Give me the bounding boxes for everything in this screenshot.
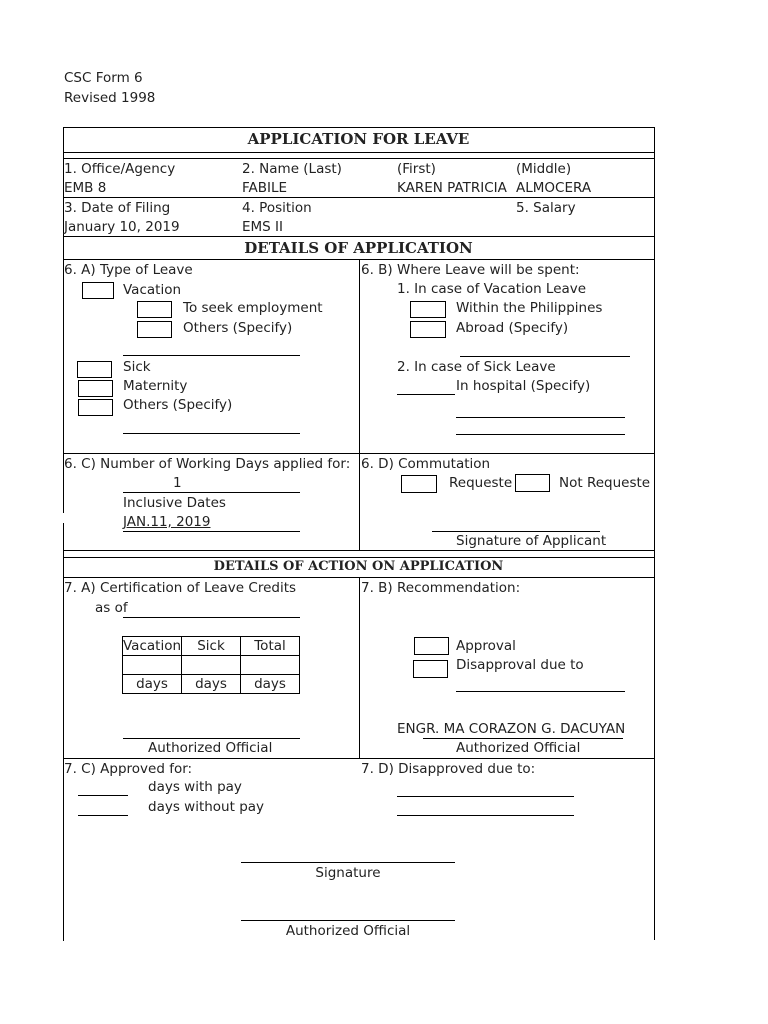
frame-top bbox=[63, 127, 654, 128]
divider bbox=[63, 453, 654, 454]
abroad-label: Abroad (Specify) bbox=[456, 320, 569, 336]
action-title: DETAILS OF ACTION ON APPLICATION bbox=[213, 559, 504, 574]
credits-vacation-cell[interactable] bbox=[122, 655, 182, 675]
credits-header-vacation: Vacation bbox=[123, 638, 182, 654]
disapproved-label: 7. D) Disapproved due to: bbox=[361, 761, 536, 777]
approval-label: Approval bbox=[456, 638, 516, 654]
credits-header-sick: Sick bbox=[181, 636, 241, 656]
certification-label: 7. A) Certification of Leave Credits bbox=[64, 580, 297, 596]
details-title: DETAILS OF APPLICATION bbox=[244, 239, 473, 257]
office-label: 1. Office/Agency bbox=[64, 161, 176, 177]
not-requested-label: Not Requeste bbox=[559, 475, 651, 491]
days-with-pay-label: days with pay bbox=[148, 779, 242, 795]
divider bbox=[63, 550, 654, 551]
vacation-checkbox[interactable] bbox=[82, 282, 114, 299]
requested-label: Requeste bbox=[449, 475, 513, 491]
position-value[interactable]: EMS II bbox=[242, 219, 284, 235]
form-code: CSC Form 6 bbox=[64, 70, 143, 86]
recommendation-official-label: Authorized Official bbox=[456, 740, 581, 756]
name-last-value[interactable]: FABILE bbox=[242, 180, 288, 196]
working-days-value[interactable]: 1 bbox=[173, 475, 182, 491]
date-filing-label: 3. Date of Filing bbox=[64, 200, 171, 216]
as-of-line[interactable] bbox=[123, 617, 300, 618]
others-sick-checkbox[interactable] bbox=[78, 399, 113, 416]
recommending-official-name: ENGR. MA CORAZON G. DACUYAN bbox=[397, 721, 626, 737]
salary-label: 5. Salary bbox=[516, 200, 576, 216]
column-divider bbox=[359, 259, 360, 550]
approved-for-label: 7. C) Approved for: bbox=[64, 761, 193, 777]
hospital-check-line[interactable] bbox=[397, 394, 455, 395]
maternity-label: Maternity bbox=[123, 378, 188, 394]
sick-label: Sick bbox=[123, 359, 151, 375]
divider bbox=[63, 152, 654, 153]
frame-right bbox=[654, 127, 655, 940]
inclusive-dates-label: Inclusive Dates bbox=[123, 495, 226, 511]
name-middle-label: (Middle) bbox=[516, 161, 572, 177]
form-revision: Revised 1998 bbox=[64, 90, 156, 106]
hospital-line-2[interactable] bbox=[456, 434, 625, 435]
sick-case-label: 2. In case of Sick Leave bbox=[397, 359, 556, 375]
name-last-label: 2. Name (Last) bbox=[242, 161, 342, 177]
certification-official-label: Authorized Official bbox=[148, 740, 273, 756]
column-divider bbox=[359, 577, 360, 758]
where-spent-label: 6. B) Where Leave will be spent: bbox=[361, 262, 580, 278]
others-vacation-label: Others (Specify) bbox=[183, 320, 293, 336]
credits-total-cell[interactable] bbox=[240, 655, 300, 675]
final-official-line[interactable] bbox=[241, 920, 455, 921]
final-official-label: Authorized Official bbox=[285, 923, 411, 939]
signature-line[interactable] bbox=[241, 862, 455, 863]
recommendation-label: 7. B) Recommendation: bbox=[361, 580, 521, 596]
maternity-checkbox[interactable] bbox=[78, 380, 113, 397]
vacation-label: Vacation bbox=[123, 282, 182, 298]
as-of-label: as of bbox=[95, 600, 128, 616]
name-first-label: (First) bbox=[397, 161, 436, 177]
vacation-case-label: 1. In case of Vacation Leave bbox=[397, 281, 587, 297]
disapproval-label: Disapproval due to bbox=[456, 657, 584, 673]
form-title: APPLICATION FOR LEAVE bbox=[247, 130, 470, 148]
within-ph-checkbox[interactable] bbox=[410, 301, 446, 318]
days-without-pay-line[interactable] bbox=[78, 815, 128, 816]
others-sick-label: Others (Specify) bbox=[123, 397, 233, 413]
hospital-line-1[interactable] bbox=[456, 417, 625, 418]
working-days-label: 6. C) Number of Working Days applied for: bbox=[64, 456, 351, 472]
position-label: 4. Position bbox=[242, 200, 312, 216]
date-filing-value[interactable]: January 10, 2019 bbox=[64, 219, 180, 235]
divider bbox=[63, 758, 654, 759]
credits-unit-vacation: days bbox=[122, 674, 182, 694]
office-value[interactable]: EMB 8 bbox=[64, 180, 107, 196]
days-without-pay-label: days without pay bbox=[148, 799, 265, 815]
divider bbox=[63, 158, 654, 159]
type-of-leave-label: 6. A) Type of Leave bbox=[64, 262, 193, 278]
seek-employment-checkbox[interactable] bbox=[137, 301, 172, 318]
others-vacation-checkbox[interactable] bbox=[137, 321, 172, 338]
not-requested-checkbox[interactable] bbox=[515, 474, 550, 492]
abroad-line[interactable] bbox=[460, 356, 630, 357]
within-ph-label: Within the Philippines bbox=[456, 300, 603, 316]
name-first-value[interactable]: KAREN PATRICIA bbox=[397, 180, 507, 196]
divider bbox=[63, 197, 654, 198]
commutation-label: 6. D) Commutation bbox=[361, 456, 491, 472]
disapproved-line-1[interactable] bbox=[397, 796, 574, 797]
inclusive-dates-line bbox=[123, 531, 300, 532]
signature-label: Signature bbox=[315, 865, 381, 881]
others-vacation-line[interactable] bbox=[123, 355, 300, 356]
credits-sick-cell[interactable] bbox=[181, 655, 241, 675]
name-middle-value[interactable]: ALMOCERA bbox=[516, 180, 592, 196]
disapproval-checkbox[interactable] bbox=[413, 660, 448, 678]
divider bbox=[63, 236, 654, 237]
days-with-pay-line[interactable] bbox=[78, 795, 128, 796]
credits-unit-sick: days bbox=[181, 674, 241, 694]
abroad-checkbox[interactable] bbox=[410, 321, 446, 338]
disapproval-line[interactable] bbox=[456, 691, 625, 692]
inclusive-dates-value[interactable]: JAN.11, 2019 bbox=[123, 514, 211, 530]
seek-employment-label: To seek employment bbox=[183, 300, 323, 316]
applicant-signature-label: Signature of Applicant bbox=[456, 533, 607, 549]
working-days-line bbox=[123, 492, 300, 493]
disapproved-line-2[interactable] bbox=[397, 815, 574, 816]
credits-header-total: Total bbox=[240, 636, 300, 656]
approval-checkbox[interactable] bbox=[414, 637, 449, 655]
others-sick-line[interactable] bbox=[123, 433, 300, 434]
hospital-label: In hospital (Specify) bbox=[456, 378, 591, 394]
sick-checkbox[interactable] bbox=[77, 361, 112, 378]
credits-unit-total: days bbox=[240, 674, 300, 694]
requested-checkbox[interactable] bbox=[401, 475, 437, 493]
